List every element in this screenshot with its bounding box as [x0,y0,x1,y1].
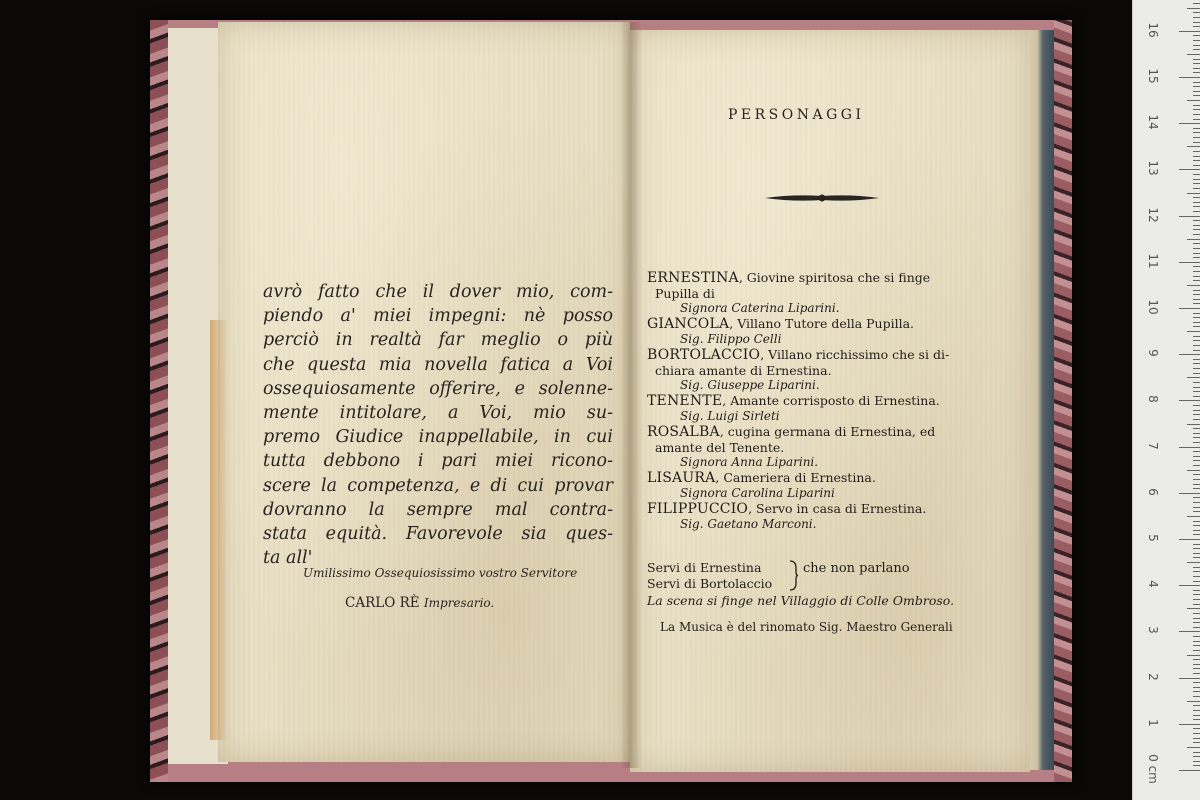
ruler-tick [1187,516,1200,517]
ruler-tick [1193,225,1200,226]
dedication-line: perciò in realtà far meglio o più [263,330,613,351]
ruler-tick [1193,114,1200,115]
ruler-tick [1193,428,1200,429]
ruler-tick [1193,659,1200,660]
ruler-tick [1193,479,1200,480]
ruler-tick [1193,45,1200,46]
ruler-tick [1193,664,1200,665]
ruler-tick [1193,142,1200,143]
ruler-tick [1193,183,1200,184]
ruler-tick [1193,604,1200,605]
ruler-tick [1193,433,1200,434]
actor-name: Sig. Gaetano Marconi. [680,517,817,531]
cast-entry [647,347,1002,393]
ruler-tick [1193,179,1200,180]
ruler-tick [1193,382,1200,383]
signer-role: Impresario. [423,596,495,610]
dedication-line: dovranno la sempre mal contra- [263,499,613,520]
ruler-label: 10 [1146,299,1160,315]
servants-note: che non parlano [803,561,910,576]
ruler-tick [1193,761,1200,762]
signoff: Umilissimo Ossequiosissimo vostro Servitore [303,566,578,580]
ruler-tick [1179,31,1200,32]
cast-entry [647,501,1002,532]
ruler-tick [1187,146,1200,147]
music-credit: La Musica è del rinomato Sig. Maestro Generali [660,620,953,634]
actor-name: Sig. Luigi Sirleti [680,409,780,423]
cast-entry-line [647,470,1002,486]
ruler-tick [1193,253,1200,254]
ruler-tick [1193,326,1200,327]
ruler-tick [1193,132,1200,133]
ruler-tick [1179,354,1200,355]
ruler-tick [1193,137,1200,138]
ruler-tick [1193,396,1200,397]
ruler-label: 11 [1146,253,1160,269]
dedication-line: ta all' [263,548,313,569]
dedication-line: che questa mia novella fatica a Voi [263,354,613,375]
servants-line: Servi di Bortolaccio [647,575,773,591]
ruler-tick [1179,539,1200,540]
dedication-line: scere la competenza, e di cui provar [263,475,613,496]
character-description: , Giovine spiritosa che si finge [738,270,931,285]
ruler-tick [1193,313,1200,314]
ruler-tick [1193,645,1200,646]
ruler-label: 12 [1146,206,1160,223]
ruler-tick [1193,86,1200,87]
ruler-label: 15 [1146,68,1160,84]
cast-entry-line [647,347,1002,363]
ruler-tick [1193,12,1200,13]
ruler-label: 1 [1146,718,1160,727]
ruler-tick [1193,165,1200,166]
ruler-tick [1187,285,1200,286]
character-name: TENENTE [647,393,723,409]
ruler-tick [1193,511,1200,512]
ruler-tick [1187,239,1200,240]
ruler-tick [1193,465,1200,466]
ruler-tick [1193,599,1200,600]
cover-edge-right [1054,20,1072,782]
cover-edge-left [150,20,168,782]
ruler-tick [1193,197,1200,198]
ruler-tick [1193,437,1200,438]
dedication-line: piendo a' miei impegni: nè posso [263,306,613,327]
ruler-tick [1187,377,1200,378]
ruler-tick [1193,109,1200,110]
cast-entry-line [647,316,1002,332]
ruler-tick [1193,202,1200,203]
ruler-tick [1193,294,1200,295]
page-stack [1026,30,1054,770]
cast-entry [647,470,1002,501]
ruler-tick [1193,622,1200,623]
ruler-tick [1193,502,1200,503]
ruler-tick [1193,72,1200,73]
dedication-line: ossequiosamente offerire, e solenne- [263,378,613,399]
ruler-label: 5 [1146,534,1160,542]
ruler-tick [1193,484,1200,485]
ruler-tick [1179,770,1200,771]
ruler-tick [1193,668,1200,669]
ruler-tick [1193,567,1200,568]
ruler-tick [1193,91,1200,92]
ruler-tick [1193,544,1200,545]
ruler-label: 8 [1146,395,1160,404]
ruler-tick [1193,553,1200,554]
ruler-tick [1193,387,1200,388]
ruler-tick [1193,206,1200,207]
dedication-line: avrò fatto che il dover mio, com- [263,282,613,302]
ruler-label: 6 [1146,487,1160,496]
brace-icon [789,560,799,591]
character-name: BORTOLACCIO [647,347,761,363]
ruler-tick [1193,271,1200,272]
ruler-tick [1193,40,1200,41]
character-description-cont: chiara amante di Ernestina. [655,363,832,378]
ruler-tick [1193,151,1200,152]
ruler-tick [1187,54,1200,55]
ruler-tick [1179,724,1200,725]
book-gutter [620,22,642,768]
ruler-tick [1187,470,1200,471]
dedication-line: tutta debbono i pari miei ricono- [263,451,613,472]
cast-entry-line [647,393,1002,409]
cast-entry-line [647,270,1002,286]
ruler-tick [1179,77,1200,78]
ruler-tick [1193,243,1200,244]
ruler-tick [1193,691,1200,692]
ruler-tick [1193,211,1200,212]
character-description-cont: Pupilla di [655,286,715,301]
signer [345,595,605,611]
ruler-tick [1187,331,1200,332]
signer-name: CARLO RÈ [345,595,420,611]
ruler-tick [1193,317,1200,318]
ruler-tick [1193,405,1200,406]
ruler-tick [1193,303,1200,304]
measuring-ruler [1132,0,1200,800]
actor-name: Sig. Giuseppe Liparini. [680,378,820,392]
ruler-tick [1187,701,1200,702]
ruler-label: 7 [1146,441,1160,450]
ruler-tick [1193,728,1200,729]
dedication-line: mente intitolare, a Voi, mio su- [263,403,613,424]
character-description: , Villano Tutore della Pupilla. [729,316,915,331]
ruler-tick [1193,156,1200,157]
ruler-tick [1193,350,1200,351]
ruler-tick [1187,655,1200,656]
ruler-tick [1193,26,1200,27]
ruler-tick [1193,460,1200,461]
ruler-tick [1187,608,1200,609]
dedication-line: premo Giudice inappellabile, in cui [263,427,613,448]
ruler-tick [1193,22,1200,23]
ruler-tick [1193,474,1200,475]
character-name: LISAURA [647,470,716,486]
ruler-tick [1193,59,1200,60]
ruler-tick [1193,419,1200,420]
ruler-tick [1187,424,1200,425]
ruler-tick [1193,3,1200,4]
ruler-tick [1193,576,1200,577]
cast-entry [647,424,1002,470]
ruler-tick [1193,345,1200,346]
ruler-tick [1193,49,1200,50]
ruler-tick [1179,169,1200,170]
ruler-tick [1193,174,1200,175]
ruler-tick [1193,17,1200,18]
cast-entry [647,270,1002,316]
ruler-tick [1179,308,1200,309]
ruler-tick [1193,105,1200,106]
cast-entry-line [647,501,1002,517]
servants-block [647,560,1007,591]
ruler-tick [1187,562,1200,563]
ruler-tick [1193,414,1200,415]
ruler-tick [1187,100,1200,101]
ruler-tick [1193,715,1200,716]
ruler-tick [1193,590,1200,591]
ruler-tick [1193,442,1200,443]
dedication-text [263,280,613,570]
ruler-tick [1193,530,1200,531]
ruler-tick [1193,687,1200,688]
character-description-cont: amante del Tenente. [655,440,785,455]
ruler-tick [1193,410,1200,411]
ruler-tick [1193,391,1200,392]
ruler-label: 13 [1146,160,1160,177]
ruler-tick [1179,216,1200,217]
ruler-label: 14 [1146,114,1160,130]
ruler-tick [1193,68,1200,69]
ruler-tick [1179,400,1200,401]
ruler-tick [1193,63,1200,64]
ruler-tick [1193,451,1200,452]
character-description: , Villano ricchissimo che si di- [760,347,950,362]
dedication-line: stata equità. Favorevole sia ques- [263,524,613,545]
ruler-tick [1193,534,1200,535]
ruler-label: 0 cm [1146,754,1160,784]
ruler-tick [1179,493,1200,494]
ruler-label: 3 [1146,626,1160,635]
ruler-label: 9 [1146,349,1160,357]
ruler-tick [1193,340,1200,341]
ruler-tick [1193,765,1200,766]
ruler-tick [1193,266,1200,267]
ruler-tick [1193,368,1200,369]
ruler-tick [1193,738,1200,739]
ruler-tick [1179,631,1200,632]
actor-name: Sig. Filippo Celli [680,332,782,346]
ruler-tick [1193,488,1200,489]
ruler-tick [1193,229,1200,230]
ruler-tick [1193,359,1200,360]
ruler-tick [1193,710,1200,711]
character-description: , Servo in casa di Ernestina. [748,501,927,516]
ruler-tick [1193,571,1200,572]
ruler-tick [1193,220,1200,221]
cast-list [647,270,1002,532]
actor-name: Signora Carolina Liparini [680,486,835,500]
ruler-tick [1193,525,1200,526]
ruler-tick [1193,507,1200,508]
ruler-tick [1193,682,1200,683]
ruler-tick [1193,497,1200,498]
ruler-tick [1193,594,1200,595]
character-description: , Cameriera di Ernestina. [715,470,876,485]
ruler-tick [1179,585,1200,586]
ruler-tick [1179,678,1200,679]
ruler-tick [1193,613,1200,614]
ruler-tick [1193,581,1200,582]
ruler-tick [1193,742,1200,743]
ruler-tick [1193,705,1200,706]
ruler-tick [1193,673,1200,674]
actor-name: Signora Caterina Liparini. [680,301,840,315]
ruler-tick [1193,627,1200,628]
ruler-tick [1193,128,1200,129]
character-name: GIANCOLA [647,316,730,332]
ruler-tick [1193,290,1200,291]
ruler-tick [1193,35,1200,36]
cast-entry [647,316,1002,347]
ruler-tick [1193,160,1200,161]
character-name: FILIPPUCCIO [647,501,749,517]
ruler-tick [1193,322,1200,323]
ruler-tick [1193,641,1200,642]
cast-entry-line [647,424,1002,440]
ornament-divider [765,193,879,203]
ruler-tick [1193,280,1200,281]
ruler-tick [1193,696,1200,697]
ruler-tick [1193,363,1200,364]
page-stain [210,320,228,740]
ruler-tick [1193,257,1200,258]
ruler-tick [1193,548,1200,549]
servants-line: Servi di Ernestina [647,560,762,575]
ruler-tick [1193,299,1200,300]
actor-name: Signora Anna Liparini. [680,455,819,469]
ruler-tick [1193,234,1200,235]
ruler-tick [1193,557,1200,558]
character-name: ERNESTINA [647,270,739,286]
ruler-tick [1193,618,1200,619]
ruler-tick [1193,756,1200,757]
ruler-tick [1193,521,1200,522]
ruler-tick [1179,447,1200,448]
cast-entry [647,393,1002,424]
ruler-tick [1193,82,1200,83]
ruler-tick [1193,752,1200,753]
ruler-tick [1193,650,1200,651]
character-description: , cugina germana di Ernestina, ed [719,424,936,439]
ruler-tick [1187,747,1200,748]
ruler-tick [1193,188,1200,189]
ruler-tick [1179,262,1200,263]
ruler-label: 2 [1146,672,1160,681]
ruler-tick [1193,733,1200,734]
ruler-tick [1193,276,1200,277]
ruler-tick [1179,123,1200,124]
ruler-tick [1193,336,1200,337]
ruler-tick [1193,636,1200,637]
cast-title: PERSONAGGI [728,107,865,123]
scene-note: La scena si finge nel Villaggio di Colle Ombroso. [647,593,955,608]
ruler-label: 16 [1146,22,1160,38]
ruler-label: 4 [1146,580,1160,588]
ruler-tick [1193,373,1200,374]
ruler-tick [1187,8,1200,9]
ruler-tick [1193,456,1200,457]
character-description: , Amante corrisposto di Ernestina. [722,393,940,408]
ruler-tick [1193,95,1200,96]
ruler-tick [1193,119,1200,120]
ruler-tick [1193,248,1200,249]
ruler-tick [1193,719,1200,720]
character-name: ROSALBA [647,424,720,440]
ruler-tick [1187,193,1200,194]
